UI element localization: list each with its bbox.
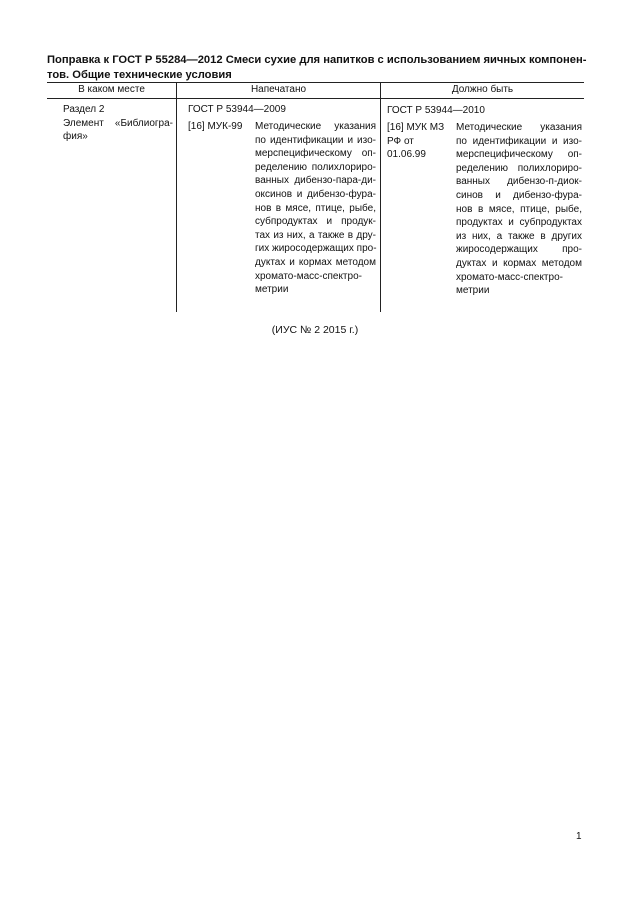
printed-description-line: гих жиросодержащих про-	[255, 243, 377, 255]
should-be-description-line: продуктах и субпродуктах	[456, 217, 582, 229]
should-be-ref-line-3: 01.06.99	[387, 149, 426, 161]
place-cell	[63, 103, 173, 144]
correction-table	[47, 82, 584, 312]
printed-standard: ГОСТ Р 53944—2009	[188, 104, 286, 115]
should-be-description-line: ванных дибензо-п-диок-	[456, 176, 582, 188]
table-header-divider	[47, 98, 584, 99]
should-be-standard: ГОСТ Р 53944—2010	[387, 105, 485, 116]
header-place: В каком месте	[78, 84, 145, 95]
should-be-description-line: нов в мясе, птице, рыбе,	[456, 203, 582, 215]
printed-ref: [16] МУК-99	[188, 121, 243, 132]
printed-description-line: Методические указания	[255, 121, 376, 132]
table-top-border	[47, 82, 584, 83]
should-be-description-line: жиросодержащих про-	[456, 244, 582, 256]
should-be-description-line: метрии	[456, 285, 490, 297]
place-section: Раздел 2	[63, 104, 105, 115]
should-be-description-line: хромато-масс-спектро-	[456, 271, 563, 283]
should-be-description-line: мерспецифическому оп-	[456, 149, 582, 161]
should-be-description-line: Методические указания	[456, 122, 582, 133]
printed-description-line: дуктах и кормах методом	[255, 256, 376, 268]
header-should-be: Должно быть	[451, 84, 514, 95]
should-be-description-line: ределению полихлориро-	[456, 162, 582, 174]
printed-description-line: нов в мясе, птице, рыбе,	[255, 202, 376, 214]
footer-note: (ИУС № 2 2015 г.)	[271, 324, 359, 336]
printed-description-line: хромато-масс-спектро-	[255, 270, 362, 282]
printed-description-line: оксинов и дибензо-фура-	[255, 188, 376, 200]
page-number: 1	[576, 831, 582, 842]
should-be-ref	[387, 121, 453, 162]
title-line-2: тов. Общие технические условия	[47, 69, 232, 81]
printed-description-line: мерспецифическому оп-	[255, 148, 376, 160]
should-be-description-line: из них, а также в других	[456, 230, 582, 242]
printed-description-line: тах из них, а также в дру-	[255, 229, 376, 241]
printed-description-line: ределению полихлориро-	[255, 161, 376, 173]
column-divider-1	[176, 82, 177, 312]
should-be-ref-line-2: РФ от	[387, 135, 414, 147]
should-be-description-line: синов и дибензо-фура-	[456, 189, 582, 201]
place-element-line-2: фия»	[63, 131, 88, 143]
should-be-description	[456, 121, 582, 298]
printed-description-line: ванных дибензо-пара-ди-	[255, 175, 376, 187]
printed-description-line: субпродуктах и продук-	[255, 216, 376, 228]
printed-description-line: метрии	[255, 284, 289, 296]
title-line-1: Поправка к ГОСТ Р 55284—2012 Смеси сухие для напитков с использованием яичных компонен-	[47, 54, 587, 66]
printed-description	[255, 120, 376, 297]
should-be-description-line: дуктах и кормах методом	[456, 257, 582, 269]
should-be-ref-line-1: [16] МУК МЗ	[387, 122, 445, 133]
place-element-line-1: Элемент «Библиогра-	[63, 117, 173, 129]
should-be-description-line: по идентификации и изо-	[456, 135, 582, 147]
header-printed: Напечатано	[250, 84, 307, 95]
document-title	[47, 53, 585, 83]
column-divider-2	[380, 82, 381, 312]
printed-description-line: по идентификации и изо-	[255, 134, 376, 146]
